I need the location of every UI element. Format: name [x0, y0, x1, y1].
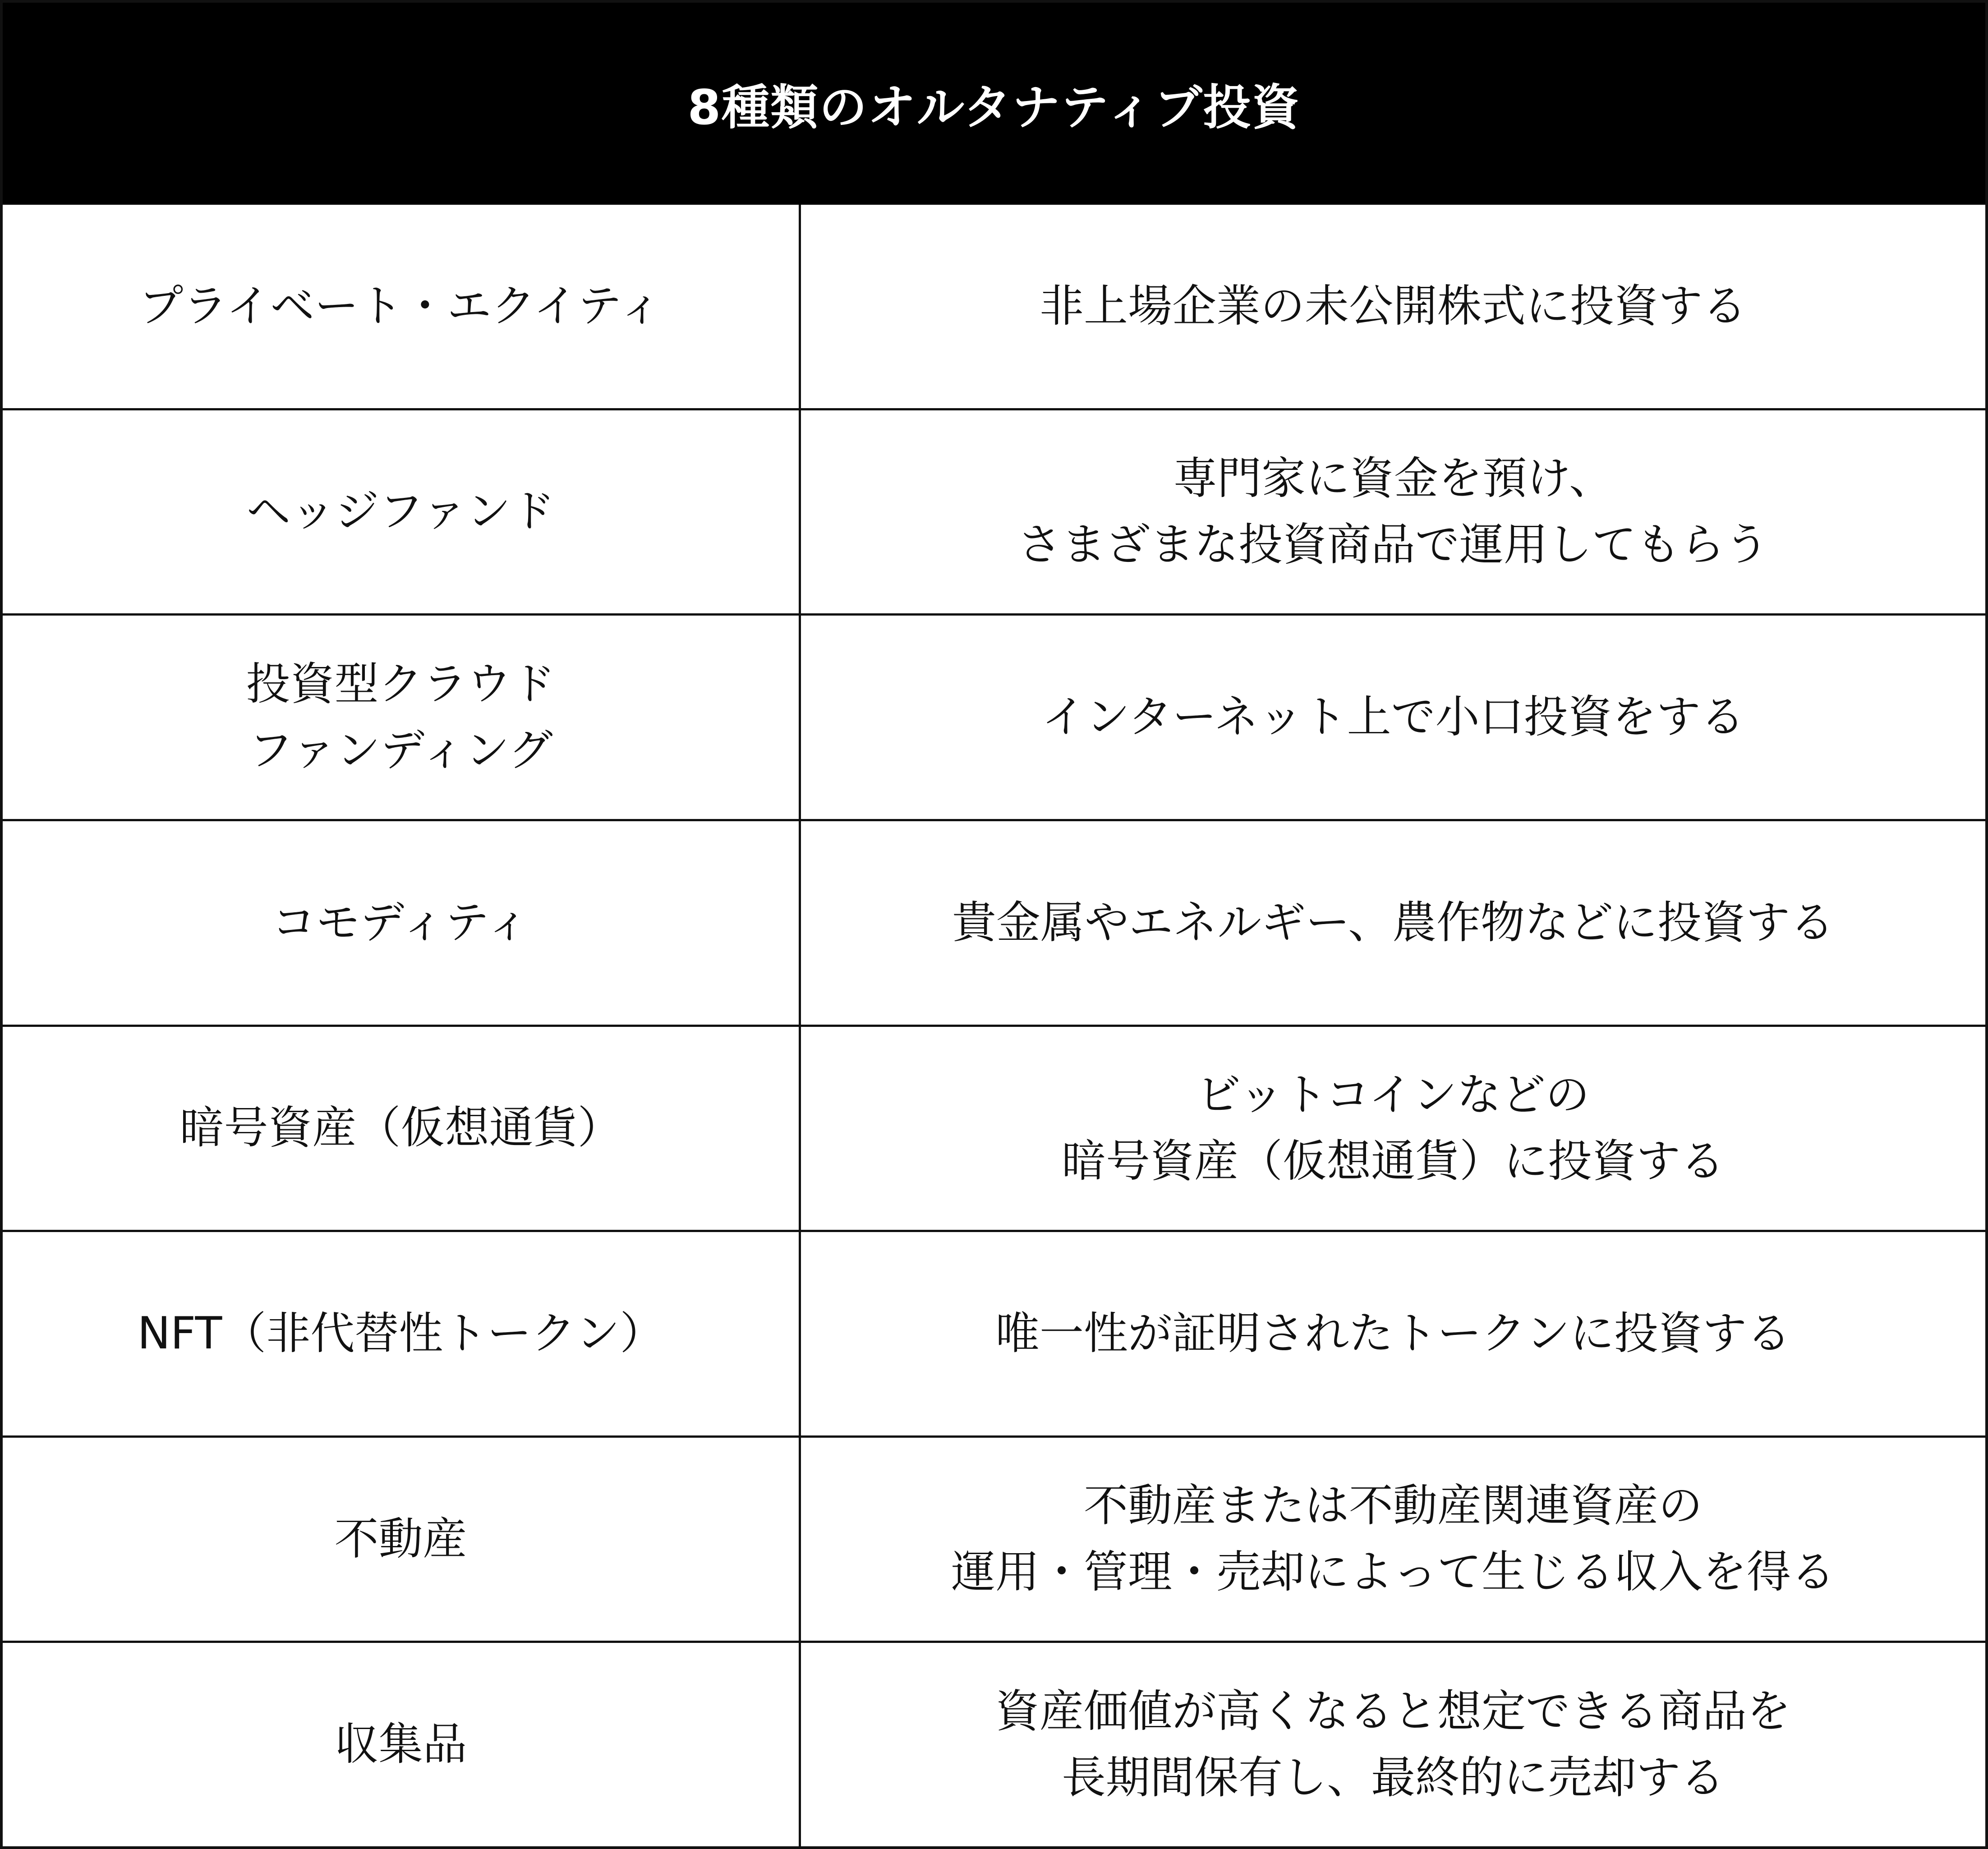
investment-type-cell: 暗号資産（仮想通貨）	[3, 1027, 801, 1230]
investment-type-cell: 投資型クラウド ファンディング	[3, 616, 801, 819]
investment-description-cell: インターネット上で小口投資をする	[1041, 691, 1745, 743]
table-row	[3, 1641, 1985, 1846]
table-row	[3, 613, 1985, 819]
table-row	[3, 1435, 1985, 1641]
table-row	[3, 1230, 1985, 1435]
investment-description-cell: 不動産または不動産関連資産の 運用・管理・売却によって生じる収入を得る	[951, 1480, 1835, 1598]
table-title: 8種類のオルタナティブ投資	[3, 3, 1985, 205]
table-row	[3, 1025, 1985, 1230]
investment-description-cell: 唯一性が証明されたトークンに投資する	[995, 1307, 1791, 1359]
investment-description-cell: ビットコインなどの 暗号資産（仮想通貨）に投資する	[1061, 1069, 1725, 1187]
investment-type-cell: コモディティ	[3, 821, 801, 1025]
table-row	[3, 205, 1985, 408]
investment-type-cell: 不動産	[3, 1438, 801, 1641]
investment-type-cell: NFT（非代替性トークン）	[3, 1232, 801, 1435]
investment-type-cell: プライベート・エクイティ	[3, 205, 801, 408]
investment-type-cell: ヘッジファンド	[3, 410, 801, 614]
investment-description-cell: 貴金属やエネルギー、農作物などに投資する	[952, 897, 1835, 948]
table-row	[3, 819, 1985, 1025]
investment-type-cell: 収集品	[3, 1643, 801, 1846]
investment-description-cell: 専門家に資金を預け、 さまざまな投資商品で運用してもらう	[1017, 452, 1769, 570]
investment-description-cell: 非上場企業の未公開株式に投資する	[1039, 280, 1747, 332]
table-body	[3, 205, 1985, 1846]
table-row	[3, 408, 1985, 614]
investment-description-cell: 資産価値が高くなると想定できる商品を 長期間保有し、最終的に売却する	[995, 1685, 1791, 1803]
